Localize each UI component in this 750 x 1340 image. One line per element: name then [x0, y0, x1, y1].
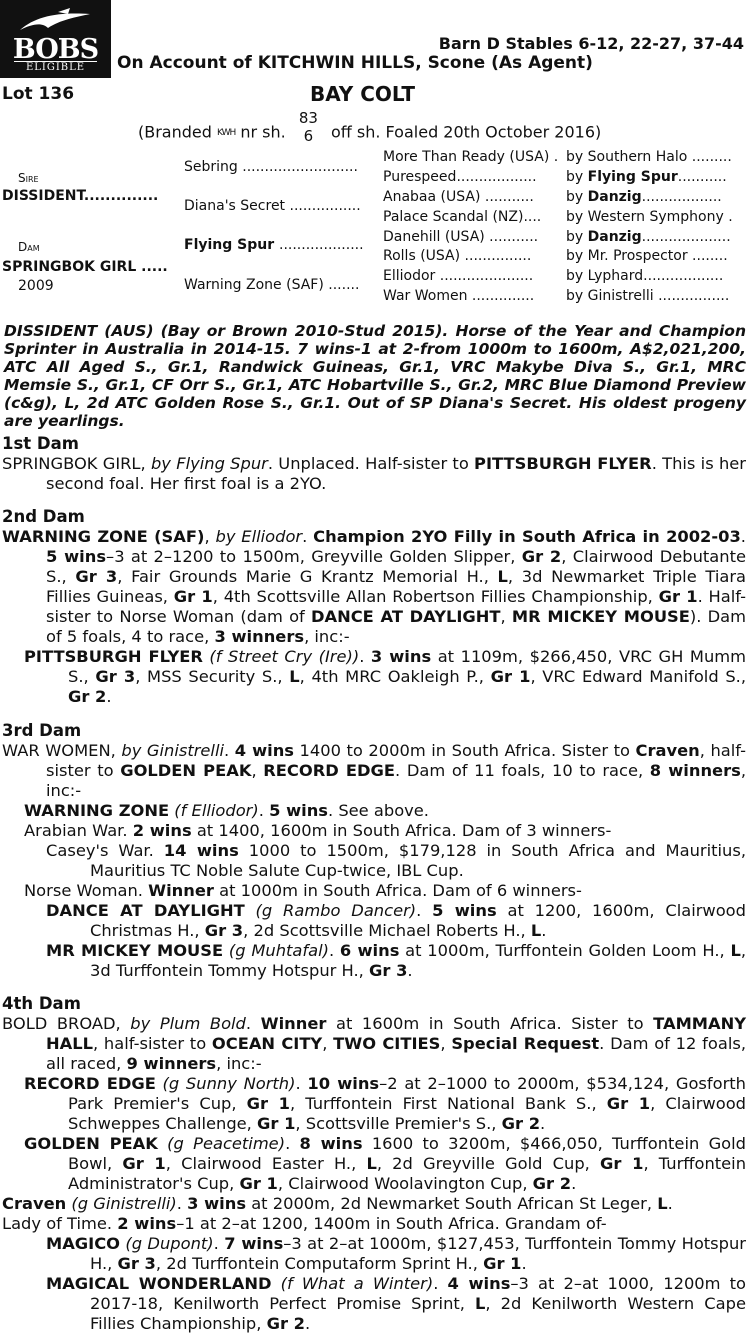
progeny-entry: Craven (g Ginistrelli). 3 wins at 2000m, 2d Newmarket South African St Leger, L. [2, 1194, 673, 1213]
g3-4: by Western Symphony . [566, 209, 733, 225]
g2-7: Elliodor ..................... [383, 268, 534, 284]
g2-5: Danehill (USA) ........... [383, 229, 539, 245]
sire-sire: Sebring .......................... [184, 159, 358, 175]
section-heading: 4th Dam [2, 994, 81, 1013]
bobs-eligible-logo [0, 0, 111, 78]
second-dam-section [2, 507, 746, 707]
section-heading: 2nd Dam [2, 507, 85, 526]
progeny-entry: WARNING ZONE (f Elliodor). 5 wins. See above. [24, 801, 429, 820]
progeny-entry: Arabian War. 2 wins at 1400, 1600m in South Africa. Dam of 3 winners- [24, 821, 612, 840]
progeny-entry: MAGICO (g Dupont). 7 wins–3 at 2–at 1000m, $127,453, Turffontein Tommy Hotspur H., Gr 3, 2d Turffontein Computaform Sprint H., Gr 1. [46, 1234, 746, 1273]
vendor-account: On Account of KITCHWIN HILLS, Scone (As Agent) [117, 53, 593, 73]
barn-location: Barn D Stables 6-12, 22-27, 37-44 [438, 34, 744, 53]
section-heading: 3rd Dam [2, 721, 82, 740]
first-dam-section [2, 434, 746, 494]
progeny-entry: DANCE AT DAYLIGHT (g Rambo Dancer). 5 wins at 1200, 1600m, Clairwood Christmas H., Gr 3, 2d Scottsville Michael Roberts H., L. [46, 901, 746, 940]
branded-mid: nr sh. [240, 122, 286, 142]
sire-name: DISSIDENT.............. [2, 188, 159, 204]
lot-number: Lot 136 [2, 84, 75, 104]
horse-swoosh-icon [18, 8, 93, 34]
g3-8: by Ginistrelli ................ [566, 288, 730, 304]
third-dam-section [2, 721, 746, 981]
g3-6: by Mr. Prospector ........ [566, 248, 728, 264]
progeny-entry: MAGICAL WONDERLAND (f What a Winter). 4 wins–3 at 2–at 1000, 1200m to 2017-18, Kenilworth Perfect Promise Sprint, L, 2d Kenilworth Western Cape Fillies Championship, Gr 2. [46, 1274, 746, 1333]
dam-sire: Flying Spur ................... [184, 237, 364, 253]
progeny-entry: Lady of Time. 2 wins–1 at 2–at 1200, 1400m in South Africa. Grandam of- [2, 1214, 607, 1233]
sire-note: DISSIDENT (AUS) (Bay or Brown 2010-Stud 2015). Horse of the Year and Champion Sprinter in Australia in 2014-15. 7 wins-1 at 2-from 1000m to 1600m, A$2,021,200, ATC All Aged S., Gr.1, Randwick Guineas, Gr.1, VRC Makybe Diva S., Gr.1, MRC Memsie S., Gr.1, CF Orr S., Gr.1, ATC Hobartville S., Gr.2, MRC Blue Diamond Preview (c&g), L, 2d ATC Golden Rose S., Gr.1. Out of SP Diana's Secret. His oldest progeny are yearlings. [4, 322, 746, 430]
g2-1: More Than Ready (USA) . [383, 149, 559, 165]
branded-prefix: (Branded [138, 122, 212, 142]
g3-3: by Danzig.................. [566, 189, 722, 205]
g3-1: by Southern Halo ......... [566, 149, 732, 165]
g3-2: by Flying Spur........... [566, 169, 727, 185]
g2-2: Purespeed.................. [383, 169, 537, 185]
progeny-entry: RECORD EDGE (g Sunny North). 10 wins–2 at 2–1000 to 2000m, $534,124, Gosforth Park Premier's Cup, Gr 1, Turffontein First National Bank S., Gr 1, Clairwood Schweppes Challenge, Gr 1, Scottsville Premier's S., Gr 2. [24, 1074, 747, 1133]
section-heading: 1st Dam [2, 434, 79, 453]
g2-6: Rolls (USA) ............... [383, 248, 532, 264]
logo-subtitle: ELIGIBLE [14, 61, 97, 73]
g2-3: Anabaa (USA) ........... [383, 189, 534, 205]
g2-4: Palace Scandal (NZ).... [383, 209, 542, 225]
logo-title: BOBS [12, 34, 99, 65]
dam-label: Dam [18, 240, 40, 254]
progeny-entry: MR MICKEY MOUSE (g Muhtafal). 6 wins at 1000m, Turffontein Golden Loom H., L, 3d Turffontein Tommy Hotspur H., Gr 3. [46, 941, 747, 980]
dam-entry: SPRINGBOK GIRL, by Flying Spur. Unplaced. Half-sister to PITTSBURGH FLYER. This is her second foal. Her first foal is a 2YO. [2, 454, 746, 493]
brand-fraction-top: 83 [298, 109, 318, 127]
brand-fraction-bottom: 6 [303, 127, 314, 145]
dam-entry: BOLD BROAD, by Plum Bold. Winner at 1600m in South Africa. Sister to TAMMANY HALL, half-sister to OCEAN CITY, TWO CITIES, Special Request. Dam of 12 foals, all raced, 9 winners, inc:- [2, 1014, 747, 1073]
progeny-entry: Casey's War. 14 wins 1000 to 1500m, $179,128 in South Africa and Mauritius, Mauritius TC Noble Salute Cup-twice, IBL Cup. [46, 841, 746, 880]
dam-dam: Warning Zone (SAF) ....... [184, 277, 360, 293]
branded-suffix: off sh. Foaled 20th October 2016) [331, 122, 602, 142]
progeny-entry: GOLDEN PEAK (g Peacetime). 8 wins 1600 to 3200m, $466,050, Turffontein Gold Bowl, Gr 1, Clairwood Easter H., L, 2d Greyville Gold Cup, Gr 1, Turffontein Administrator's Cup, Gr 1, Clairwood Woolavington Cup, Gr 2. [24, 1134, 747, 1193]
horse-title: BAY COLT [310, 82, 416, 106]
brand-fraction [299, 109, 318, 145]
brand-line [138, 109, 602, 151]
progeny-entry: PITTSBURGH FLYER (f Street Cry (Ire)). 3 wins at 1109m, $266,450, VRC GH Mumm S., Gr 3, MSS Security S., L, 4th MRC Oakleigh P., Gr 1, VRC Edward Manifold S., Gr 2. [24, 647, 747, 706]
sire-label: Sire [18, 171, 39, 185]
dam-name: SPRINGBOK GIRL ..... [2, 259, 168, 275]
fourth-dam-section [2, 994, 746, 1334]
dam-entry: WARNING ZONE (SAF), by Elliodor. Champion 2YO Filly in South Africa in 2002-03. 5 wins–3 at 2–1200 to 1500m, Greyville Golden Slipper, Gr 2, Clairwood Debutante S., Gr 3, Fair Grounds Marie G Krantz Memorial H., L, 3d Newmarket Triple Tiara Fillies Guineas, Gr 1, 4th Scottsville Allan Robertson Fillies Championship, Gr 1. Half-sister to Norse Woman (dam of DANCE AT DAYLIGHT, MR MICKEY MOUSE). Dam of 5 foals, 4 to race, 3 winners, inc:- [2, 527, 747, 646]
dam-year: 2009 [18, 278, 54, 294]
progeny-entry: Norse Woman. Winner at 1000m in South Africa. Dam of 6 winners- [24, 881, 582, 900]
g3-5: by Danzig.................... [566, 229, 731, 245]
g3-7: by Lyphard.................. [566, 268, 724, 284]
brand-mark: KWH [217, 128, 236, 138]
sire-dam: Diana's Secret ................ [184, 198, 361, 214]
dam-entry: WAR WOMEN, by Ginistrelli. 4 wins 1400 to 2000m in South Africa. Sister to Craven, half-sister to GOLDEN PEAK, RECORD EDGE. Dam of 11 foals, 10 to race, 8 winners, inc:- [2, 741, 747, 800]
g2-8: War Women .............. [383, 288, 535, 304]
